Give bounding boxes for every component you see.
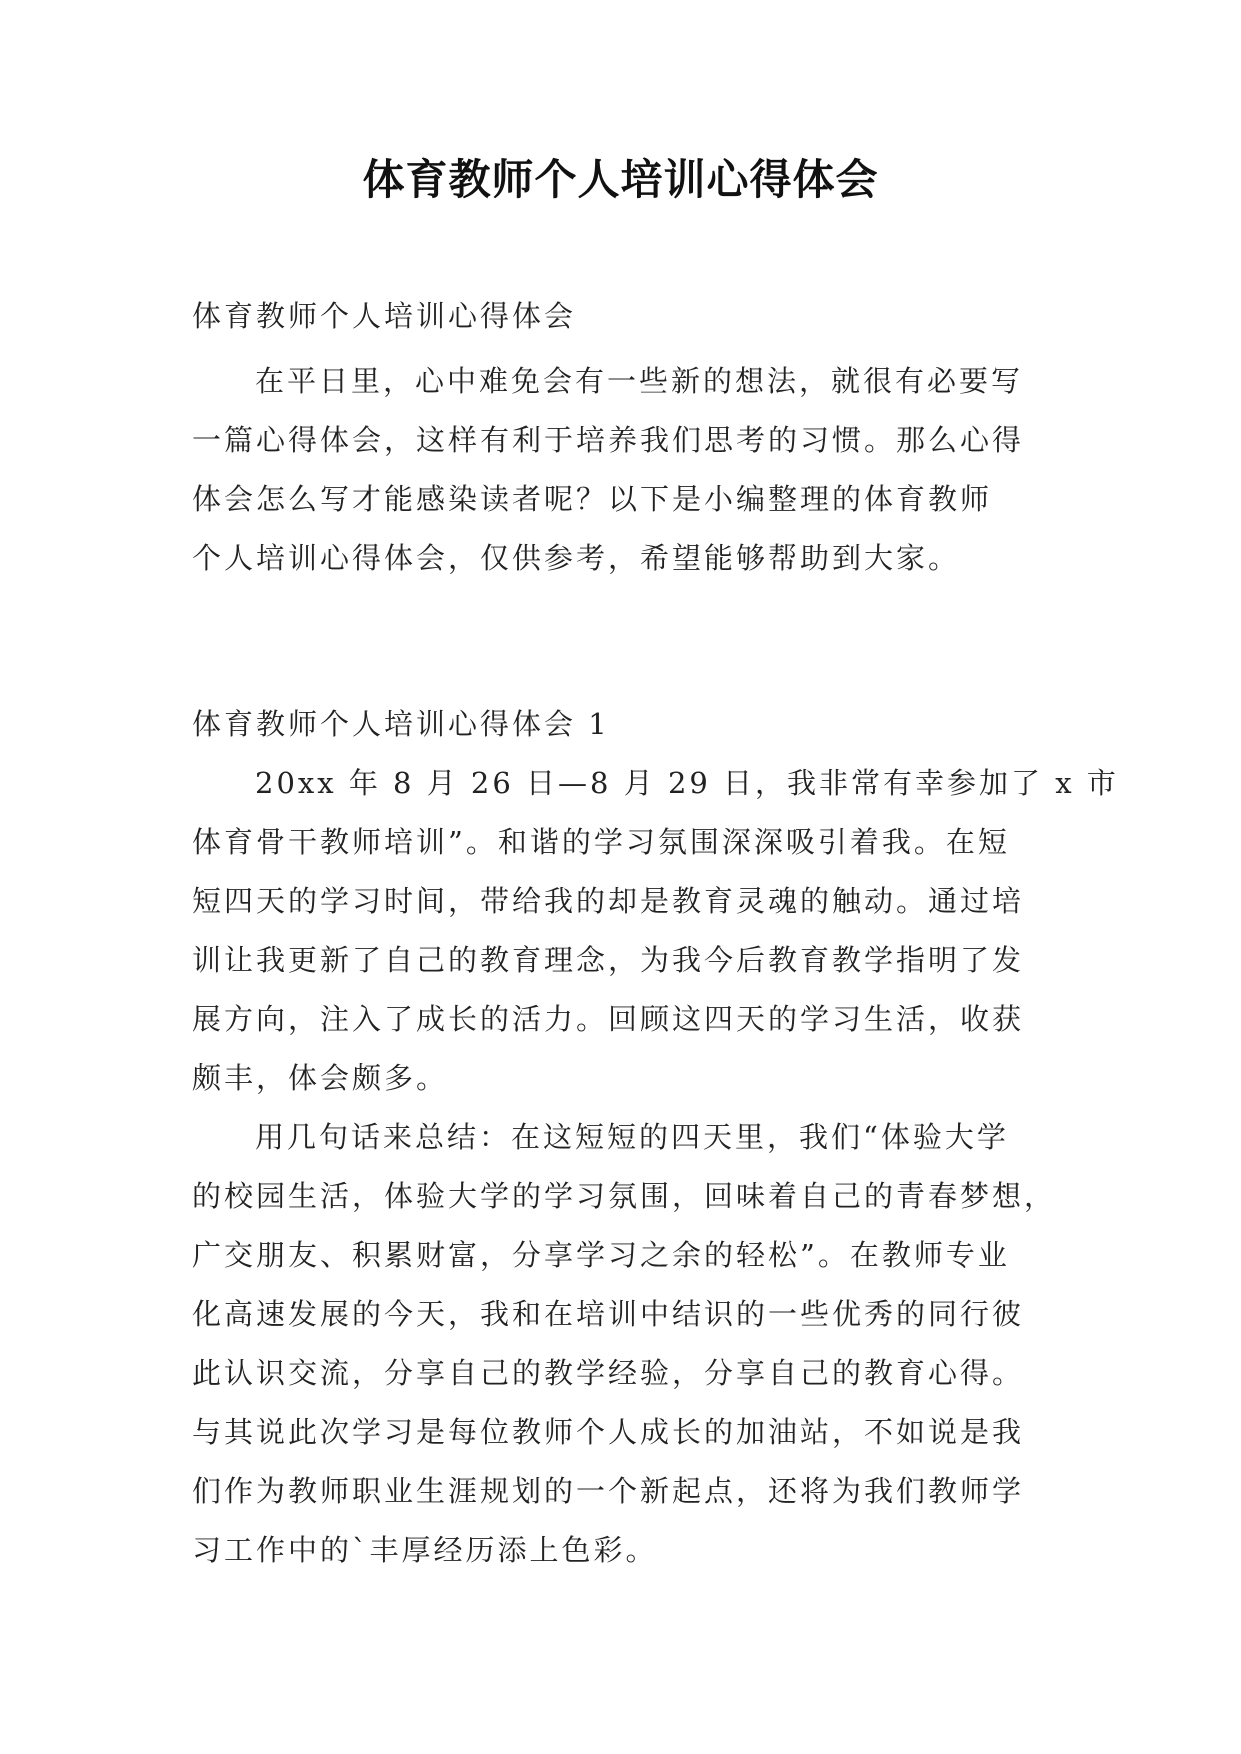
section-1-paragraph-2-line: 们作为教师职业生涯规划的一个新起点，还将为我们教师学 bbox=[192, 1474, 1025, 1508]
section-1-paragraph-1-line: 展方向，注入了成长的活力。回顾这四天的学习生活，收获 bbox=[192, 1002, 1025, 1036]
section-1-paragraph-2-line: 此认识交流，分享自己的教学经验，分享自己的教育心得。 bbox=[192, 1356, 1025, 1390]
section-1-paragraph-2-line: 化高速发展的今天，我和在培训中结识的一些优秀的同行彼 bbox=[192, 1297, 1025, 1331]
intro-paragraph-line: 一篇心得体会，这样有利于培养我们思考的习惯。那么心得 bbox=[192, 423, 1025, 457]
section-1-paragraph-2-line: 与其说此次学习是每位教师个人成长的加油站，不如说是我 bbox=[192, 1415, 1025, 1449]
section-1-paragraph-1-line: 颇丰，体会颇多。 bbox=[192, 1061, 449, 1095]
section-1-paragraph-2-line: 用几句话来总结：在这短短的四天里，我们“体验大学 bbox=[255, 1120, 1009, 1154]
intro-paragraph-line: 在平日里，心中难免会有一些新的想法，就很有必要写 bbox=[255, 364, 1024, 398]
intro-section bbox=[192, 287, 1064, 588]
section-1-heading: 体育教师个人培训心得体会 1 bbox=[192, 707, 610, 741]
intro-heading: 体育教师个人培训心得体会 bbox=[192, 299, 577, 333]
section-1-paragraph-2-line: 广交朋友、积累财富，分享学习之余的轻松”。在教师专业 bbox=[192, 1238, 1010, 1272]
section-1-paragraph-2-line: 的校园生活，体验大学的学习氛围，回味着自己的青春梦想， bbox=[192, 1179, 1057, 1213]
section-1 bbox=[192, 695, 1119, 1580]
section-1-paragraph-1-line: 体育骨干教师培训”。和谐的学习氛围深深吸引着我。在短 bbox=[192, 825, 1010, 859]
section-1-paragraph-1-line: 短四天的学习时间，带给我的却是教育灵魂的触动。通过培 bbox=[192, 884, 1025, 918]
document-title: 体育教师个人培训心得体会 bbox=[362, 155, 879, 204]
section-1-paragraph-1-line: 20xx 年 8 月 26 日—8 月 29 日，我非常有幸参加了 x 市 bbox=[255, 766, 1119, 800]
intro-paragraph-line: 个人培训心得体会，仅供参考，希望能够帮助到大家。 bbox=[192, 541, 961, 575]
section-1-paragraph-2-line: 习工作中的`丰厚经历添上色彩。 bbox=[192, 1533, 658, 1567]
intro-paragraph-line: 体会怎么写才能感染读者呢？以下是小编整理的体育教师 bbox=[192, 482, 993, 516]
section-1-paragraph-1-line: 训让我更新了自己的教育理念，为我今后教育教学指明了发 bbox=[192, 943, 1025, 977]
